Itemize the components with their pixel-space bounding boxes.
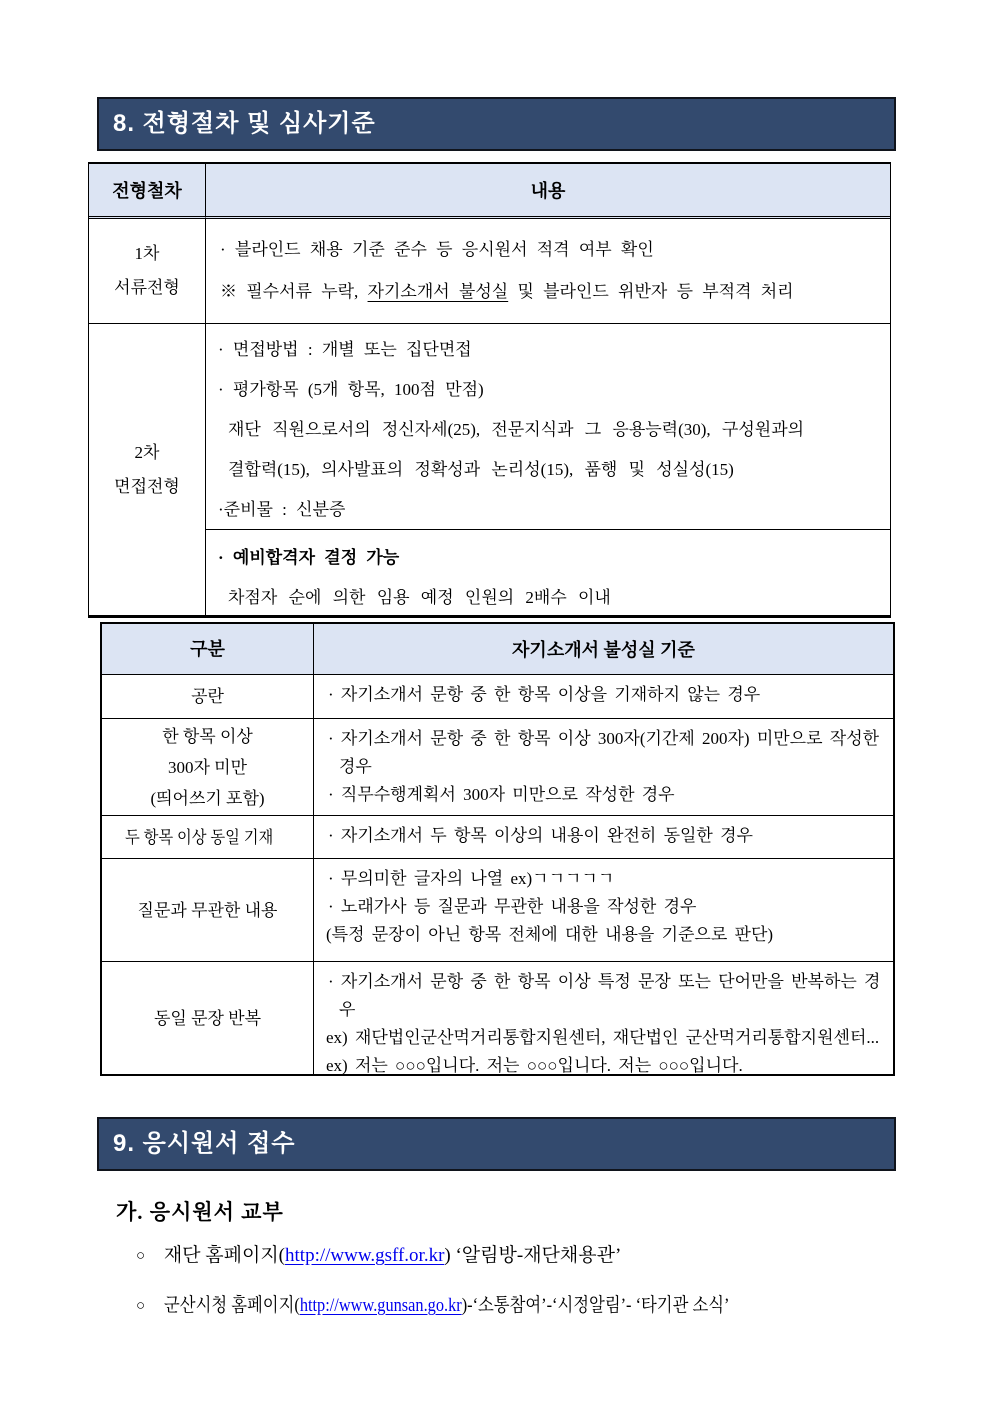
- circle-bullet-icon: ○: [136, 1298, 146, 1314]
- table2-row1-label: 공란: [102, 674, 314, 718]
- table1-row2-reserve: [206, 530, 890, 615]
- table2-row3-content: [314, 815, 893, 858]
- table2-row5-line2: ex) 재단법인군산먹거리통합지원센터, 재단법인 군산먹거리통합지원센터...: [326, 1028, 880, 1047]
- underlined-phrase: 자기소개서 불성실: [367, 282, 509, 301]
- table1-row2-line2: · 평가항목 (5개 항목, 100점 만점): [218, 380, 484, 399]
- table2-row3-line1: · 자기소개서 두 항목 이상의 내용이 완전히 동일한 경우: [328, 826, 753, 845]
- homepage-bullet-foundation: ○ 재단 홈페이지(http://www.gsff.or.kr) ‘알림방-재단채용관’: [136, 1245, 622, 1266]
- table2-row1-line1: · 자기소개서 문항 중 한 항목 이상을 기재하지 않는 경우: [328, 685, 761, 704]
- section-8-title: 8. 전형절차 및 심사기준: [113, 110, 376, 137]
- table1-row1-label: [89, 219, 206, 324]
- section-9-banner: [97, 1117, 896, 1171]
- cityhall-homepage-link[interactable]: http://www.gunsan.go.kr: [299, 1295, 462, 1316]
- table2-row1-content: [314, 674, 893, 718]
- cityhall-bullet-text: 군산시청 홈페이지(http://www.gunsan.go.kr)-‘소통참여’-‘시정알림’- ‘타기관 소식’: [163, 1295, 730, 1316]
- table2-row4-line1: · 무의미한 글자의 나열 ex)ㄱㄱㄱㄱㄱ: [328, 869, 615, 888]
- table1-reserve-title: · 예비합격자 결정 가능: [218, 548, 400, 567]
- table2-row5-content: [314, 961, 893, 1074]
- section-9-title: 9. 응시원서 접수: [113, 1130, 296, 1157]
- table1-row2-content: [206, 324, 890, 530]
- table2-row2-line2: · 직무수행계획서 300자 미만으로 작성한 경우: [328, 785, 675, 804]
- table2-row2-content: [314, 718, 893, 815]
- homepage-bullet-cityhall: [136, 1290, 821, 1317]
- table2-header-category: 구분: [102, 624, 314, 674]
- subsection-heading: 가. 응시원서 교부: [116, 1200, 284, 1224]
- table1-header-procedure: 전형철차: [89, 164, 206, 219]
- insincerity-criteria-table: [100, 622, 895, 1076]
- table2-row2-line1: · 자기소개서 문항 중 한 항목 이상 300자(기간제 200자) 미만으로 작성한 경우: [328, 729, 880, 776]
- table2-row4-label: 질문과 무관한 내용: [102, 858, 314, 961]
- circle-bullet-icon: ○: [136, 1248, 146, 1264]
- table1-row1-line1: · 블라인드 채용 기준 준수 등 응시원서 적격 여부 확인: [220, 240, 654, 259]
- foundation-homepage-link[interactable]: http://www.gsff.or.kr: [285, 1245, 445, 1266]
- table1-row2-line4: 결합력(15), 의사발표의 정확성과 논리성(15), 품행 및 성실성(15): [228, 460, 734, 479]
- table1-row2-label: [89, 324, 206, 615]
- table2-row5-label: 동일 문장 반복: [102, 961, 314, 1074]
- table1-row2-line1: · 면접방법 : 개별 또는 집단면접: [218, 340, 472, 359]
- table1-row1-line2: ※ 필수서류 누락, 자기소개서 불성실 및 블라인드 위반자 등 부적격 처리: [220, 282, 794, 301]
- table1-header-content: 내용: [206, 164, 890, 219]
- table1-row1-content: [206, 219, 890, 324]
- table1-row2-line5: ·준비물 : 신분증: [218, 500, 346, 519]
- table2-row4-line2: · 노래가사 등 질문과 무관한 내용을 작성한 경우: [328, 897, 697, 916]
- table1-row1-label-line2: 서류전형: [114, 278, 180, 297]
- table2-row3-label: 두 항목 이상 동일 기재: [102, 815, 314, 858]
- section-8-banner: [97, 97, 896, 151]
- table1-row2-label-line2: 면접전형: [114, 476, 180, 496]
- table1-reserve-line: 차점자 순에 의한 임용 예정 인원의 2배수 이내: [228, 588, 611, 607]
- table2-row4-line3: (특정 문장이 아닌 항목 전체에 대한 내용을 기준으로 판단): [326, 925, 774, 944]
- table1-row1-label-line1: 1차: [134, 244, 160, 263]
- table1-row2-line3: 재단 직원으로서의 정신자세(25), 전문지식과 그 응용능력(30), 구성원과의: [228, 420, 805, 439]
- table2-row2-label: 한 항목 이상 300자 미만 (띄어쓰기 포함): [102, 718, 314, 815]
- table2-row5-line3: ex) 저는 ○○○입니다. 저는 ○○○입니다. 저는 ○○○입니다.: [326, 1056, 743, 1075]
- table2-row5-line1: · 자기소개서 문항 중 한 항목 이상 특정 문장 또는 단어만을 반복하는 경우: [328, 972, 881, 1019]
- selection-procedure-table: [88, 162, 891, 618]
- table2-header-criteria: 자기소개서 불성실 기준: [314, 624, 893, 674]
- table1-row2-label-line1: 2차: [134, 442, 160, 462]
- table2-row4-content: [314, 858, 893, 961]
